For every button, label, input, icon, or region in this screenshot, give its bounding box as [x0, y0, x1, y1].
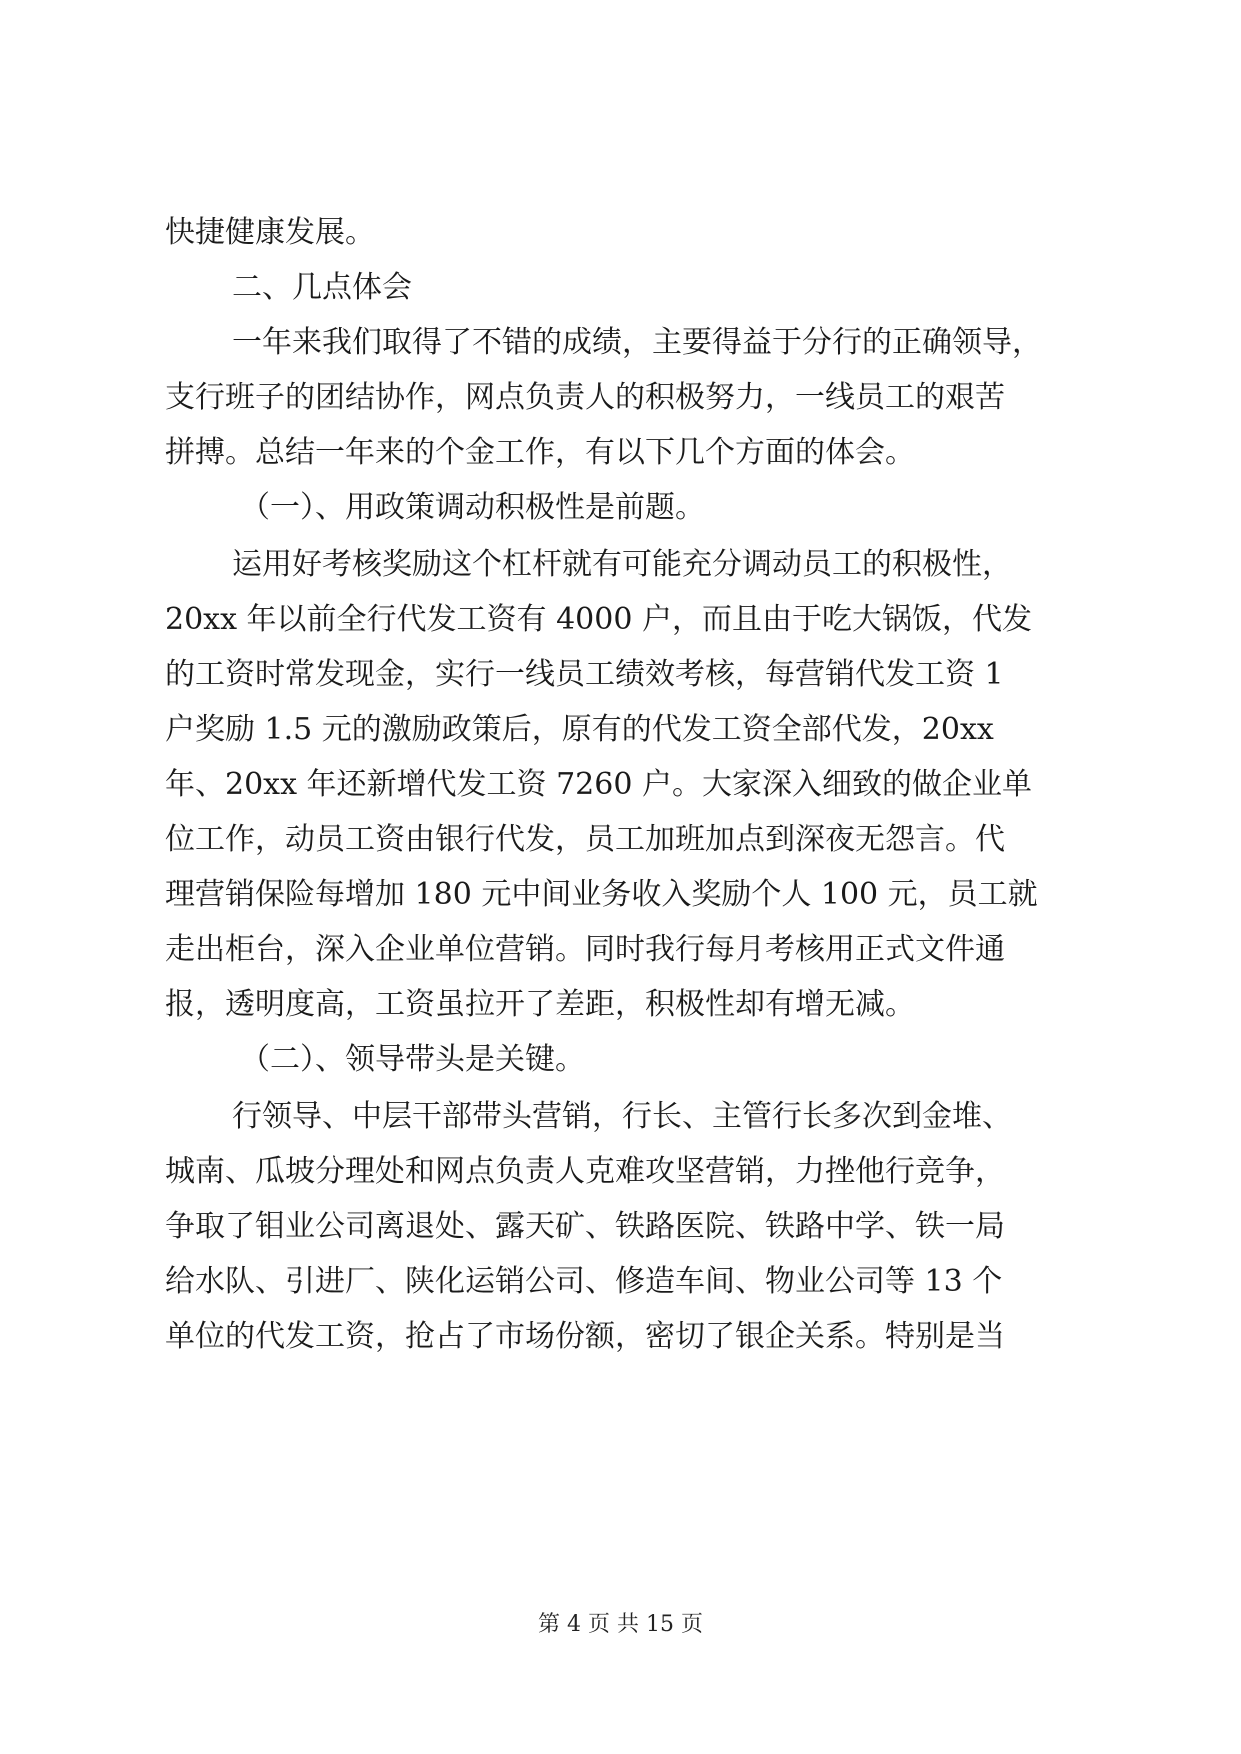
- text-line: 快捷健康发展。: [165, 215, 375, 250]
- text-line: 户奖励 1.5 元的激励政策后，原有的代发工资全部代发，20xx: [165, 712, 994, 747]
- text-line: 支行班子的团结协作，网点负责人的积极努力，一线员工的艰苦: [165, 380, 1005, 415]
- text-line: 年、20xx 年还新增代发工资 7260 户。大家深入细致的做企业单: [165, 767, 1032, 802]
- text-line: 城南、瓜坡分理处和网点负责人克难攻坚营销，力挫他行竞争，: [165, 1154, 1005, 1189]
- text-line: 位工作，动员工资由银行代发，员工加班加点到深夜无怨言。代: [165, 822, 1005, 857]
- subsection-heading: （一）、用政策调动积极性是前题。: [240, 490, 705, 525]
- text-line: 运用好考核奖励这个杠杆就有可能充分调动员工的积极性，: [232, 547, 1012, 582]
- text-line: 的工资时常发现金，实行一线员工绩效考核，每营销代发工资 1: [165, 657, 1004, 692]
- text-line: 20xx 年以前全行代发工资有 4000 户，而且由于吃大锅饭，代发: [165, 602, 1032, 637]
- text-line: 走出柜台，深入企业单位营销。同时我行每月考核用正式文件通: [165, 932, 1005, 967]
- text-line: 拼搏。总结一年来的个金工作，有以下几个方面的体会。: [165, 435, 915, 470]
- text-line: 争取了钼业公司离退处、露天矿、铁路医院、铁路中学、铁一局: [165, 1209, 1005, 1244]
- text-line: 行领导、中层干部带头营销，行长、主管行长多次到金堆、: [232, 1099, 1012, 1134]
- text-line: 报，透明度高，工资虽拉开了差距，积极性却有增无减。: [165, 987, 915, 1022]
- page-number-footer: 第 4 页 共 15 页: [538, 1612, 703, 1637]
- text-line: 理营销保险每增加 180 元中间业务收入奖励个人 100 元，员工就: [165, 877, 1038, 912]
- text-line: 一年来我们取得了不错的成绩，主要得益于分行的正确领导，: [232, 325, 1042, 360]
- text-line: 给水队、引进厂、陕化运销公司、修造车间、物业公司等 13 个: [165, 1264, 1003, 1299]
- subsection-heading: （二）、领导带头是关键。: [240, 1042, 585, 1077]
- section-heading: 二、几点体会: [232, 270, 412, 305]
- text-line: 单位的代发工资，抢占了市场份额，密切了银企关系。特别是当: [165, 1319, 1005, 1354]
